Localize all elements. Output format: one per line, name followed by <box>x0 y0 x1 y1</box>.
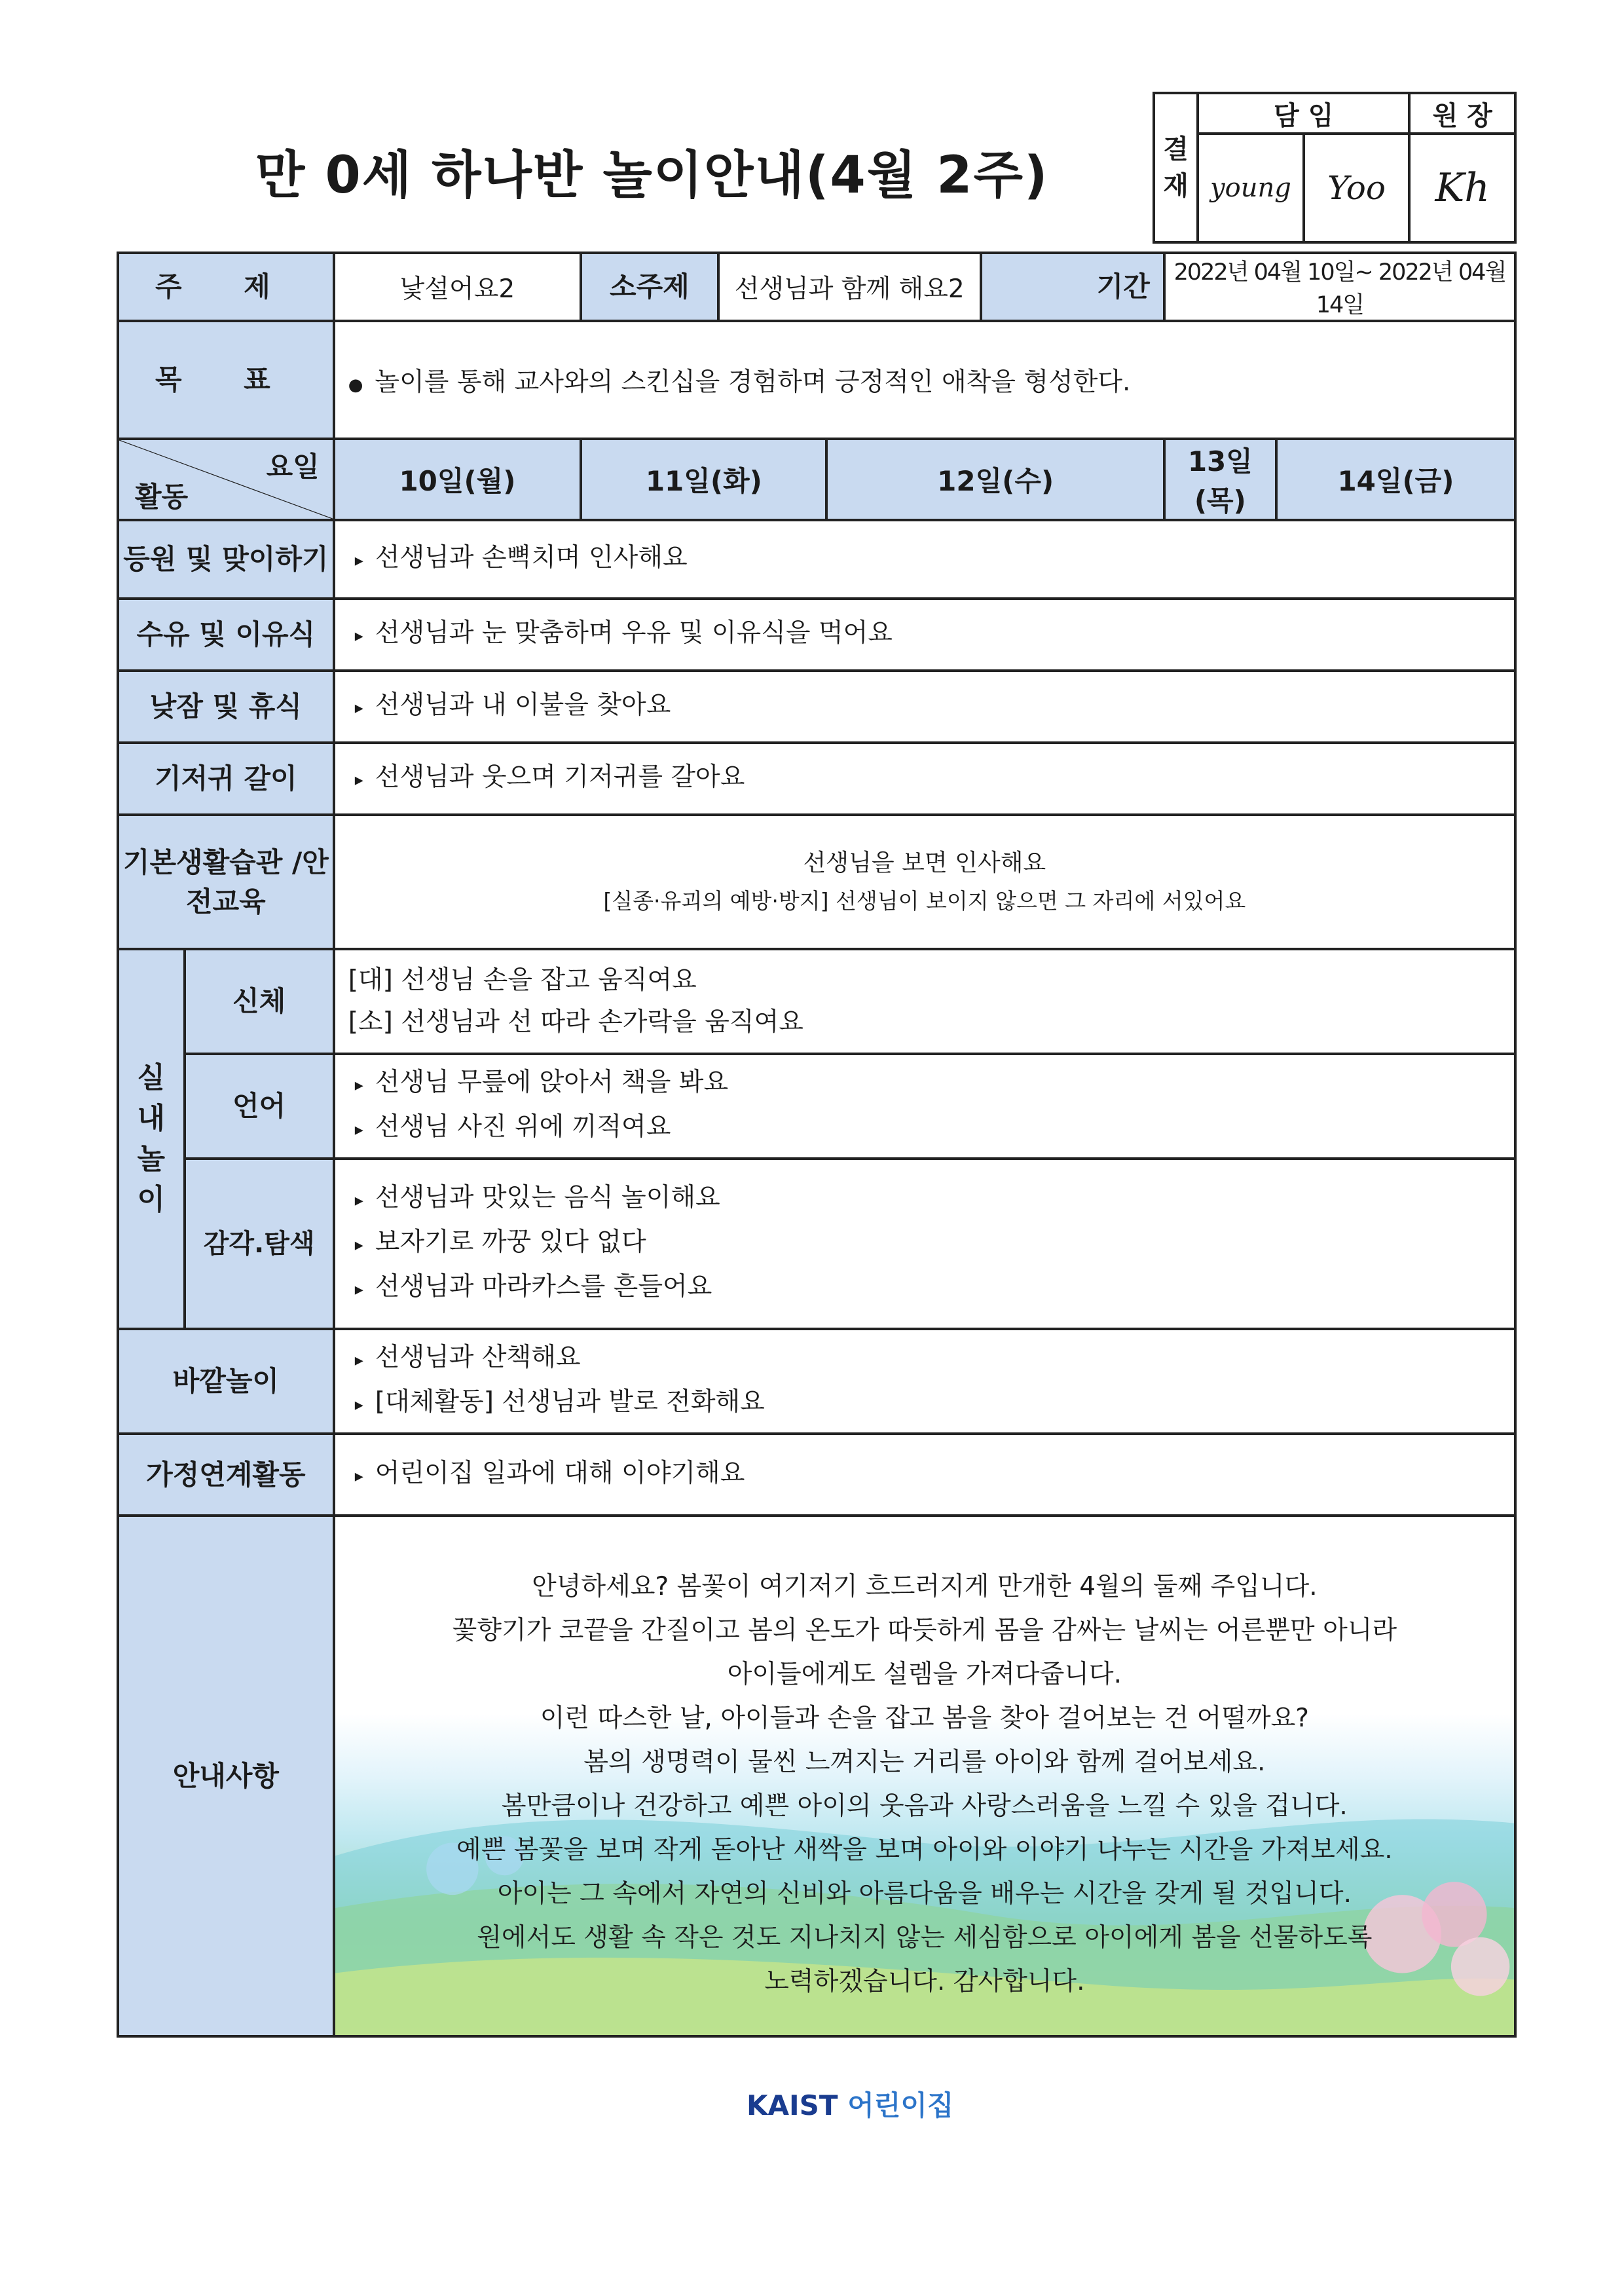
logo-daycare-text: 어린이집 <box>847 2089 954 2121</box>
indoor-language-row <box>118 1054 1515 1159</box>
habit-line-2: [실종·유괴의 예방·방지] 선생님이 보이지 않으면 그 자리에 서있어요 <box>603 887 1246 914</box>
body-item-1: [대] 선생님 손을 잡고 움직여요 <box>348 965 697 995</box>
day-mon: 10일(월) <box>334 439 581 520</box>
language-value: ▸ 선생님 무릎에 앉아서 책을 봐요 ▸ 선생님 사진 위에 끼적여요 <box>334 1054 1515 1159</box>
day-thu: 13일(목) <box>1164 439 1276 520</box>
triangle-bullet-icon: ▸ <box>354 1466 363 1486</box>
triangle-bullet-icon: ▸ <box>354 1395 363 1415</box>
notice-line: 안녕하세요? 봄꽃이 여기저기 흐드러지게 만개한 4월의 둘째 주입니다. <box>532 1571 1318 1601</box>
nap-row <box>118 671 1515 743</box>
notice-line: 예쁜 봄꽃을 보며 작게 돋아난 새싹을 보며 아이와 이야기 나누는 시간을 가져보세요. <box>456 1835 1393 1865</box>
home-row <box>118 1434 1515 1516</box>
day-tue: 11일(화) <box>581 439 826 520</box>
arrival-label: 등원 및 맞이하기 <box>118 520 334 599</box>
diaper-row <box>118 743 1515 815</box>
triangle-bullet-icon: ▸ <box>354 626 363 646</box>
triangle-bullet-icon: ▸ <box>354 1075 363 1095</box>
subtopic-label: 소주제 <box>581 253 718 321</box>
body-label: 신체 <box>185 949 334 1054</box>
period-label: 기간 <box>981 253 1164 321</box>
day-fri: 14일(금) <box>1276 439 1515 520</box>
notice-row <box>118 1516 1515 2036</box>
habit-line-1: 선생님을 보면 인사해요 <box>803 849 1046 876</box>
triangle-bullet-icon: ▸ <box>354 1351 363 1370</box>
page-title: 만 0세 하나반 놀이안내(4월 2주) <box>255 146 1049 205</box>
triangle-bullet-icon: ▸ <box>354 1120 363 1140</box>
goal-value: ● 놀이를 통해 교사와의 스킨십을 경험하며 긍정적인 애착을 형성한다. <box>334 321 1515 439</box>
topic-label: 주 제 <box>118 253 334 321</box>
notice-text <box>335 1523 1514 2030</box>
habit-label: 기본생활습관 /안전교육 <box>118 815 334 949</box>
director-label: 원 장 <box>1409 93 1515 134</box>
diaper-label: 기저귀 갈이 <box>118 743 334 815</box>
teacher-label: 담 임 <box>1198 93 1409 134</box>
outdoor-label: 바깥놀이 <box>118 1329 334 1434</box>
day-header-label: 요일 <box>266 451 320 483</box>
topic-row <box>118 253 1515 321</box>
home-value: ▸ 어린이집 일과에 대해 이야기해요 <box>334 1434 1515 1516</box>
plan-table <box>117 252 1517 2038</box>
habit-row <box>118 815 1515 949</box>
day-header-row <box>118 439 1515 520</box>
period-value: 2022년 04월 10일~ 2022년 04월 14일 <box>1164 253 1515 321</box>
body-value <box>334 949 1515 1054</box>
notice-line: 원에서도 생활 속 작은 것도 지나치지 않는 세심함으로 아이에게 봄을 선물하도록 <box>477 1922 1373 1952</box>
teacher-signature: young <box>1198 134 1304 242</box>
milk-value: ▸ 선생님과 눈 맞춤하며 우유 및 이유식을 먹어요 <box>334 599 1515 671</box>
triangle-bullet-icon: ▸ <box>354 551 363 570</box>
triangle-bullet-icon: ▸ <box>354 1235 363 1255</box>
bullet-icon: ● <box>348 375 363 395</box>
nap-label: 낮잠 및 휴식 <box>118 671 334 743</box>
approval-side-label <box>1154 93 1198 242</box>
triangle-bullet-icon: ▸ <box>354 1191 363 1210</box>
subtopic-value: 선생님과 함께 해요2 <box>718 253 981 321</box>
day-activity-header <box>118 439 334 520</box>
activity-header-label: 활동 <box>135 481 189 513</box>
home-label: 가정연계활동 <box>118 1434 334 1516</box>
triangle-bullet-icon: ▸ <box>354 770 363 790</box>
sensory-value: ▸ 선생님과 맛있는 음식 놀이해요 ▸ 보자기로 까꿍 있다 없다 ▸ 선생님과 마라카스를 흔들어요 <box>334 1159 1515 1329</box>
approval-box <box>1153 92 1517 244</box>
notice-line: 꽃향기가 코끝을 간질이고 봄의 온도가 따듯하게 몸을 감싸는 날씨는 어른뿐만 아니라 <box>452 1615 1397 1645</box>
topic-value: 낯설어요2 <box>334 253 581 321</box>
indoor-body-row <box>118 949 1515 1054</box>
approval-jae: 재 <box>1163 171 1189 201</box>
notice-line: 아이는 그 속에서 자연의 신비와 아름다움을 배우는 시간을 갖게 될 것입니다. <box>497 1878 1352 1909</box>
goal-label: 목 표 <box>118 321 334 439</box>
approval-gyeol: 결 <box>1163 134 1189 164</box>
arrival-value: ▸ 선생님과 손뼉치며 인사해요 <box>334 520 1515 599</box>
arrival-row <box>118 520 1515 599</box>
language-label: 언어 <box>185 1054 334 1159</box>
day-wed: 12일(수) <box>826 439 1164 520</box>
indoor-sensory-row <box>118 1159 1515 1329</box>
milk-label: 수유 및 이유식 <box>118 599 334 671</box>
habit-value <box>334 815 1515 949</box>
outdoor-row <box>118 1329 1515 1434</box>
diaper-value: ▸ 선생님과 웃으며 기저귀를 갈아요 <box>334 743 1515 815</box>
outdoor-value: ▸ 선생님과 산책해요 ▸ [대체활동] 선생님과 발로 전화해요 <box>334 1329 1515 1434</box>
triangle-bullet-icon: ▸ <box>354 698 363 718</box>
notice-line: 노력하겠습니다. 감사합니다. <box>764 1966 1085 1996</box>
sensory-label: 감각.탐색 <box>185 1159 334 1329</box>
notice-line: 아이들에게도 설렘을 가져다줍니다. <box>727 1659 1122 1689</box>
kaist-daycare-logo <box>747 2084 954 2123</box>
triangle-bullet-icon: ▸ <box>354 1280 363 1299</box>
body-item-2: [소] 선생님과 선 따라 손가락을 움직여요 <box>348 1007 803 1037</box>
goal-row <box>118 321 1515 439</box>
nap-value: ▸ 선생님과 내 이불을 찾아요 <box>334 671 1515 743</box>
logo-kaist-text: KAIST <box>747 2089 838 2121</box>
notice-line: 봄만큼이나 건강하고 예쁜 아이의 웃음과 사랑스러움을 느낄 수 있을 겁니다. <box>501 1791 1348 1821</box>
teacher-signature-2: Yoo <box>1304 134 1410 242</box>
notice-line: 봄의 생명력이 물씬 느껴지는 거리를 아이와 함께 걸어보세요. <box>583 1747 1266 1777</box>
director-signature: Kh <box>1409 134 1515 242</box>
milk-row <box>118 599 1515 671</box>
indoor-label: 실내놀이 <box>118 949 185 1329</box>
notice-value <box>334 1516 1515 2036</box>
notice-label: 안내사항 <box>118 1516 334 2036</box>
notice-line: 이런 따스한 날, 아이들과 손을 잡고 봄을 찾아 걸어보는 건 어떨까요? <box>540 1703 1309 1733</box>
